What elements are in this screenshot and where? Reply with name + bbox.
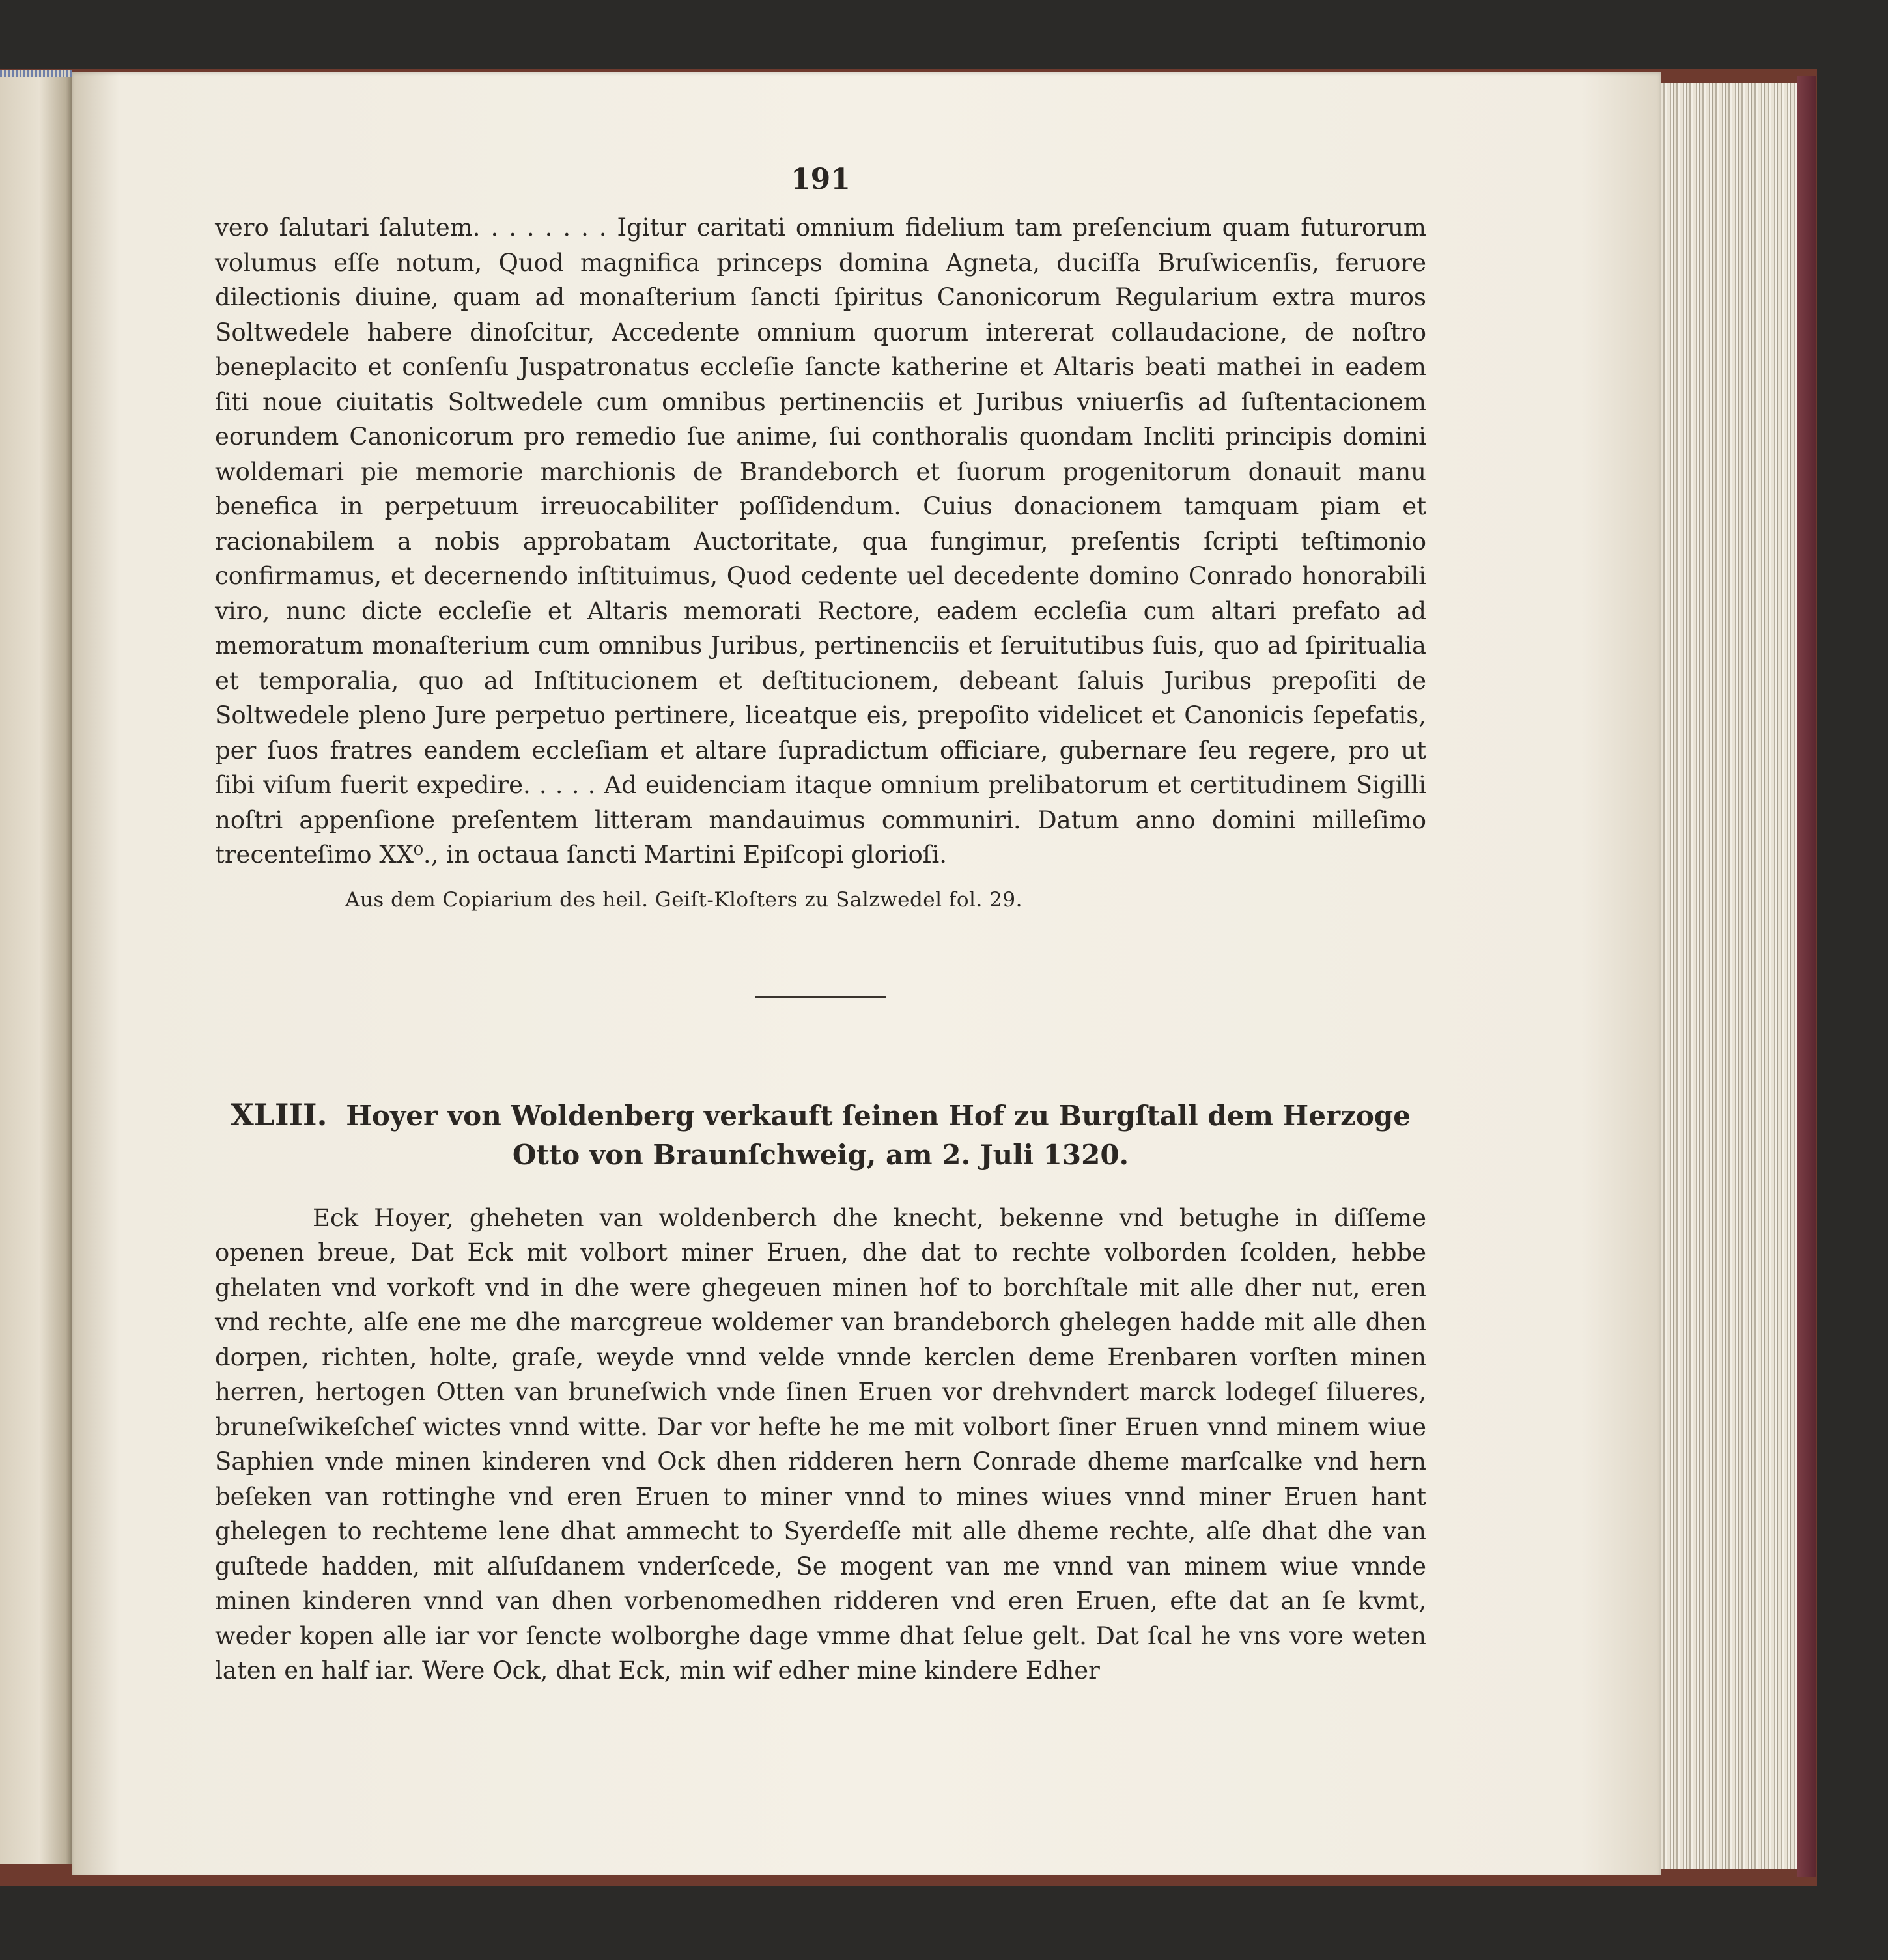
page-content [215, 163, 1426, 1688]
section-divider [755, 996, 886, 998]
cover-edge [1797, 76, 1816, 1877]
page-number: 191 [791, 163, 851, 196]
charter-2-heading [215, 1095, 1426, 1175]
charter-1-source: Aus dem Copiarium des heil. Geiſt-Kloſters zu Salzwedel fol. 29. [345, 888, 1022, 912]
charter-1-text: vero ſalutari ſalutem. . . . . . . . Igitur caritati omnium fidelium tam preſencium quam futurorum volumus eſſe notum, Quod magnifica princeps domina Agneta, duciſſa Bruſwicenſis, feruore dilectionis diuine, quam ad monaſterium ſancti ſpiritus Canonicorum Regularium extra muros Soltwedele habere dinoſcitur, Accedente omnium quorum intererat collaudacione, de noſtro beneplacito et conſenſu Juspatronatus eccleſie ſancte katherine et Altaris beati mathei in eadem ſiti noue ciuitatis Soltwedele cum omnibus pertinenciis et Juribus vniuerſis ad ſuſtentacionem eorundem Canonicorum pro remedio ſue anime, ſui conthoralis quondam Incliti principis domini woldemari pie memorie marchionis de Brandeborch et ſuorum progenitorum donauit manu benefica in perpetuum irreuocabiliter poſſidendum. Cuius donacionem tamquam piam et racionabilem a nobis approbatam Auctoritate, qua fungimur, preſentis ſcripti teſtimonio confirmamus, et decernendo inſtituimus, Quod cedente uel decedente domino Conrado honorabili viro, nunc dicte eccleſie et Altaris memorati Rectore, eadem eccleſia cum altari prefato ad memoratum monaſterium cum omnibus Juribus, pertinenciis et ſeruitutibus ſuis, quo ad ſpiritualia et temporalia, quo ad Inſtitucionem et deſtitucionem, debeant ſaluis Juribus prepoſiti de Soltwedele pleno Jure perpetuo pertinere, liceatque eis, prepoſito videlicet et Canonicis ſepefatis, per ſuos fratres eandem eccleſiam et altare ſupradictum officiare, gubernare ſeu regere, pro ut ſibi viſum fuerit expedire. . . . . Ad euidenciam itaque omnium prelibatorum et certitudinem Sigilli noſtri appenſione preſentem litteram mandauimus communiri. Datum anno domini milleſimo trecenteſimo XX⁰., in octaua ſancti Martini Epiſcopi glorioſi. [215, 214, 1426, 869]
charter-2-title: Hoyer von Woldenberg verkauft ſeinen Hof zu Burgſtall dem Herzoge Otto von Braunſchweig, am 2. Juli 1320. [346, 1099, 1411, 1171]
charter-2-text: Eck Hoyer, gheheten van woldenberch dhe knecht, bekenne vnd betughe in diſſeme openen breue, Dat Eck mit volbort miner Eruen, dhe dat to rechte volborden ſcolden, hebbe ghelaten vnd vorkoft vnd in dhe were ghegeuen minen hof to borchſtale mit alle dher nut, eren vnd rechte, alſe ene me dhe marcgreue woldemer van brandeborch ghelegen hadde mit alle dhen dorpen, richten, holte, graſe, weyde vnnd velde vnnde kerclen deme Erenbaren vorſten minen herren, hertogen Otten van bruneſwich vnde ſinen Eruen vor drehvndert marck lodegeſ ſilueres, bruneſwikeſcheſ wictes vnnd witte. Dar vor hefte he me mit volbort ſiner Eruen vnnd minem wiue Saphien vnde minen kinderen vnd Ock dhen ridderen hern Conrade dheme marſcalke vnd hern beſeken van rottinghe vnd eren Eruen to miner vnnd to mines wiues vnnd miner Eruen hant ghelegen to rechteme lene dhat ammecht to Syerdeſſe mit alle dheme rechte, alſe dhat dhe van guſtede hadden, mit alſuſdanem vnderſcede, Se mogent van me vnnd van minem wiue vnnde minen kinderen vnnd van dhen vorbenomedhen ridderen vnd eren Eruen, efte dat an ſe kvmt, weder kopen alle iar vor ſencte wolborghe dage vmme dhat ſelue gelt. Dat ſcal he vns vore weten laten en half iar. Were Ock, dhat Eck, min wif edher mine kindere Edher [215, 1203, 1426, 1685]
charter-2-number: XLIII. [230, 1097, 328, 1132]
page-fore-edge [1661, 83, 1797, 1869]
left-page [0, 77, 72, 1864]
